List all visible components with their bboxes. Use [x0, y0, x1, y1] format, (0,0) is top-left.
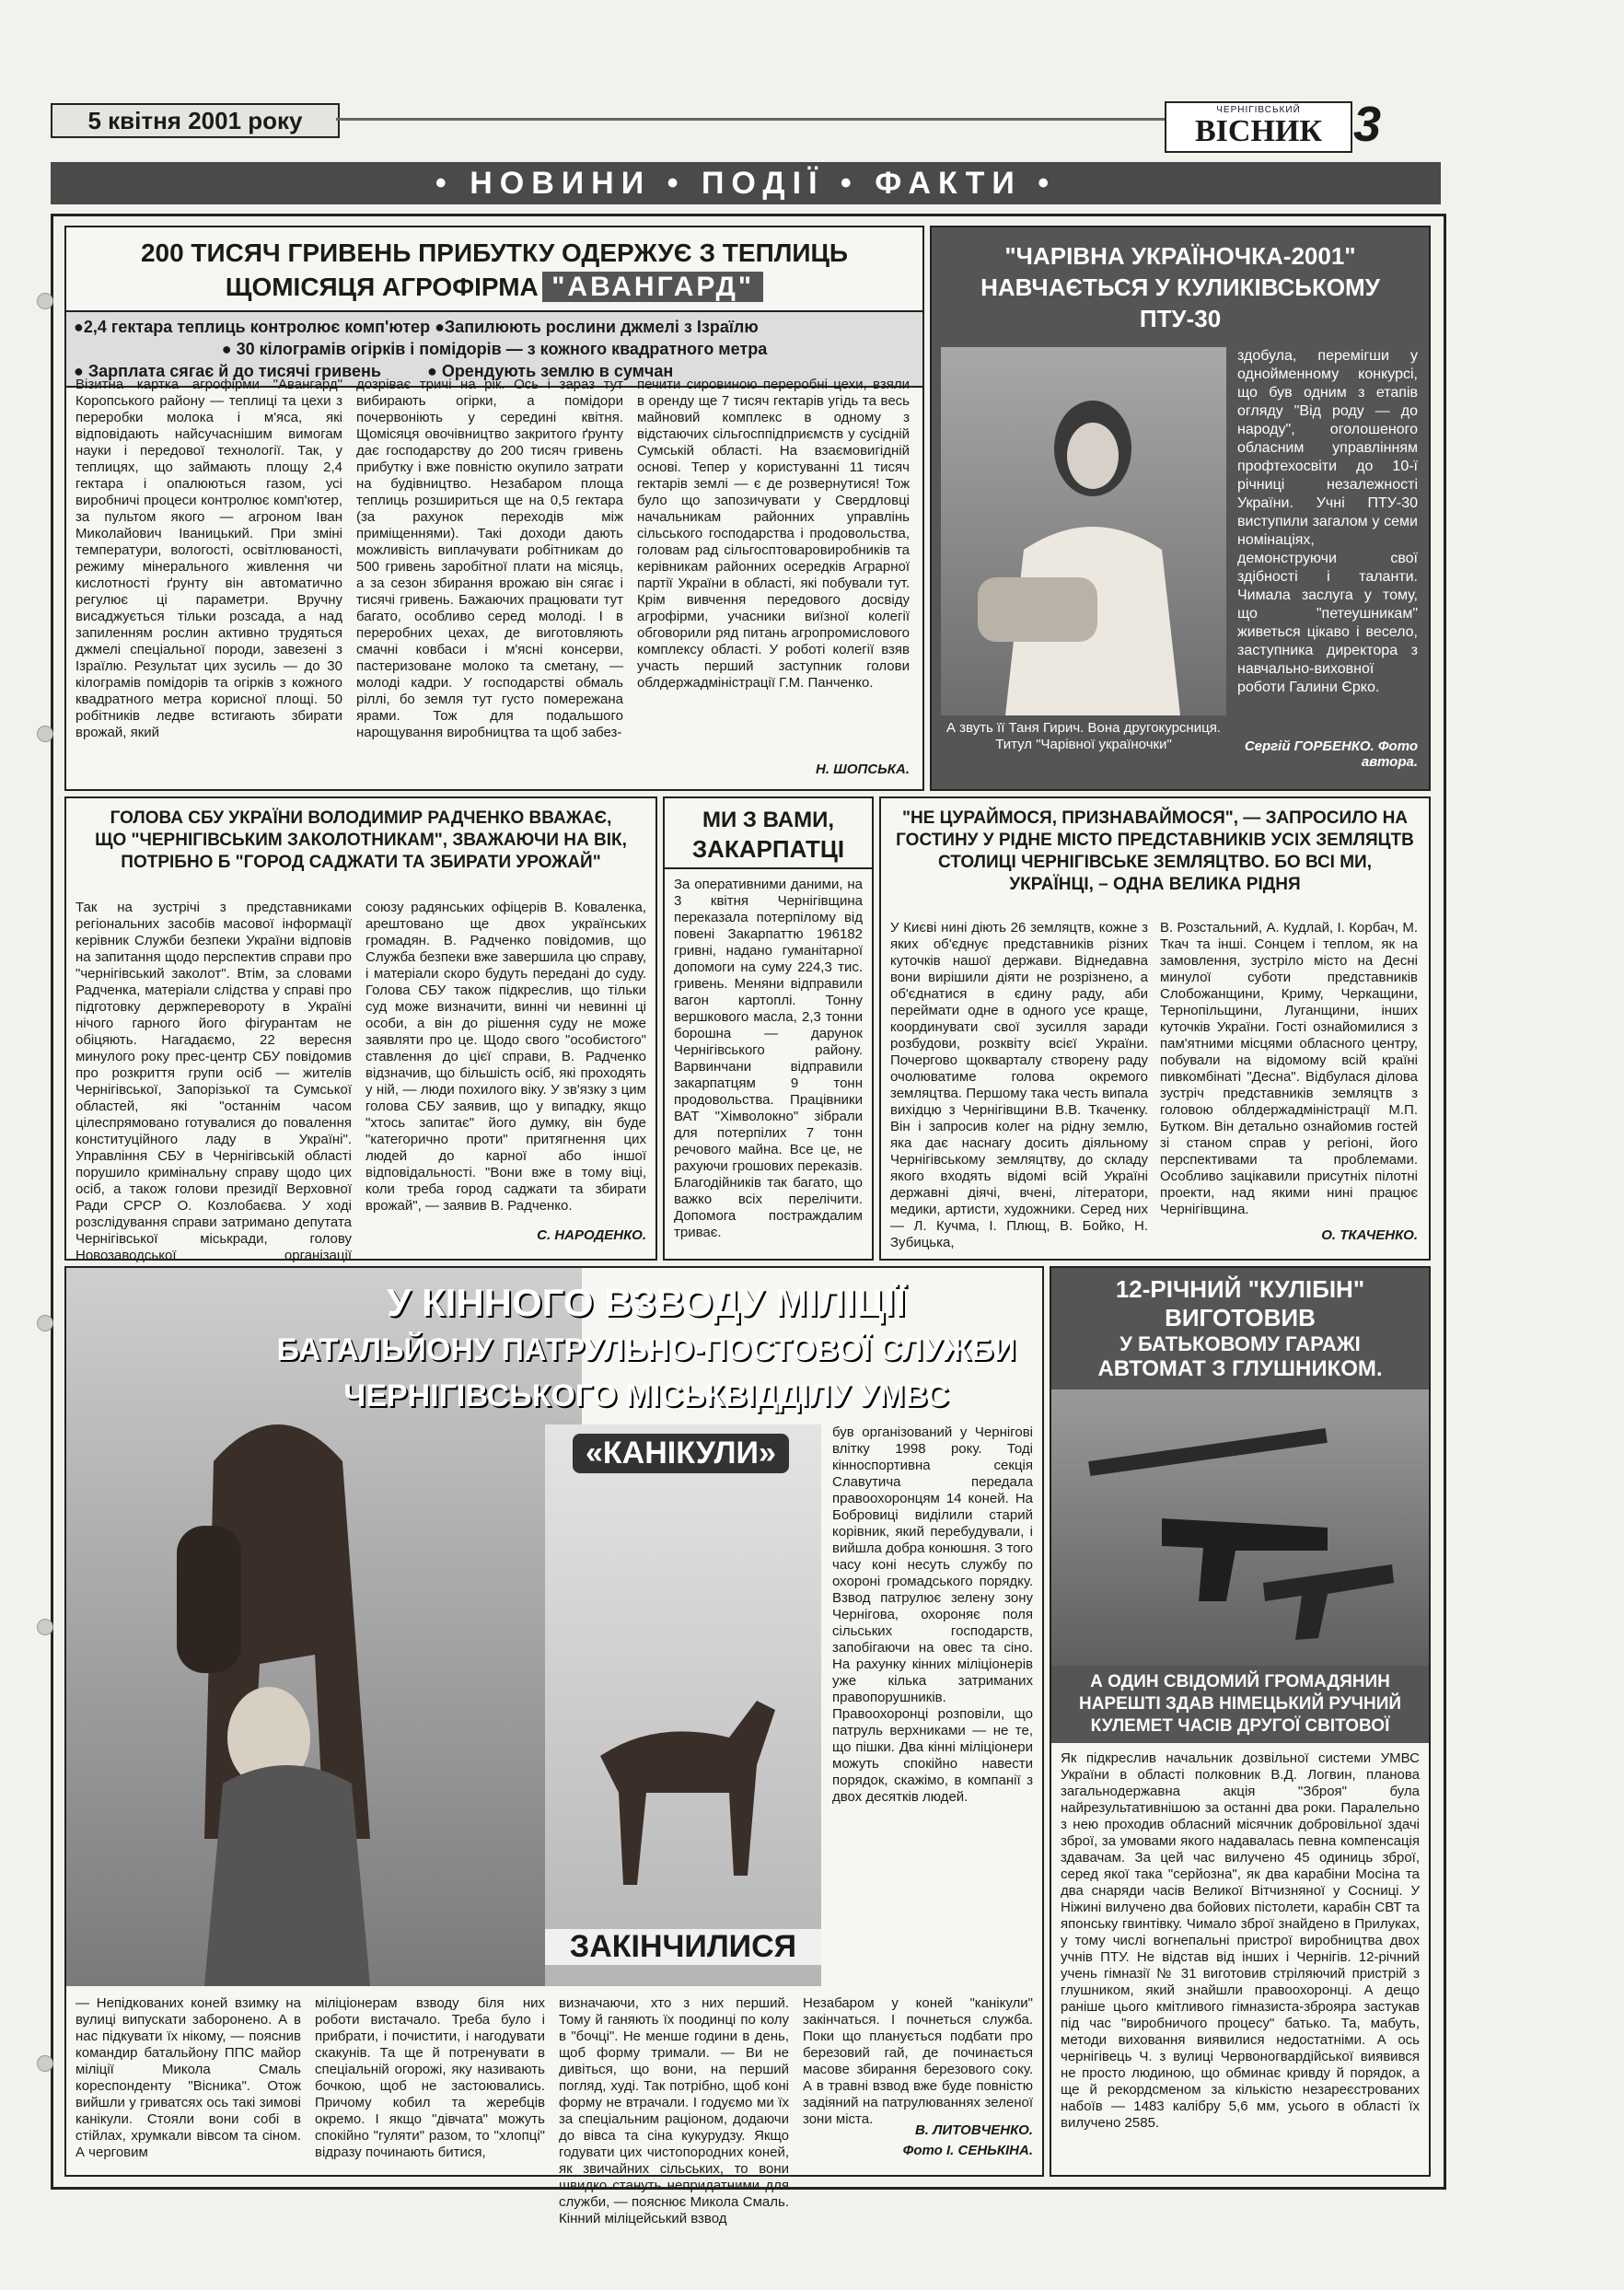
article-ukrainochka — [930, 226, 1431, 791]
horses-col4: Незабаром у коней "канікули" закінчаться. І почнеться служба. Поки що планується подбати про березовий гай, де починається масове збирання березового соку. А в травні взвод вже буде повністю задіяний на патрулюваннях зеленої зони міста. — [803, 1995, 1033, 2127]
article-zemliatstvo — [879, 796, 1431, 1261]
young-horse-photo — [545, 1424, 821, 1986]
section-banner: • НОВИНИ • ПОДІЇ • ФАКТИ • — [51, 162, 1441, 204]
horses-title-line3: ЧЕРНІГІВСЬКОГО МІСЬКВІДДІЛУ УМВС — [343, 1378, 949, 1413]
kulibin-header — [1051, 1268, 1429, 1389]
weapons-photo — [1051, 1389, 1429, 1666]
zakarpattia-title-line2: ЗАКАРПАТЦІ — [665, 835, 872, 869]
ukrainochka-title: "ЧАРІВНА УКРАЇНОЧКА-2001" НАВЧАЄТЬСЯ У КУЛИКІВСЬКОМУ ПТУ-30 — [980, 242, 1380, 332]
punch-hole — [37, 1619, 53, 1635]
horses-title-line2: БАТАЛЬЙОНУ ПАТРУЛЬНО-ПОСТОВОЇ СЛУЖБИ — [276, 1332, 1016, 1367]
sbu-author: С. НАРОДЕНКО. — [537, 1227, 646, 1243]
highlight: ● Зарплата сягає й до тисячі гривень ● Орендують землю в сумчан — [74, 362, 674, 380]
zemliatstvo-col1: У Києві нині діють 26 земляцтв, кожне з яких об'єднує представників різних куточків нашої держави. Віднедавна вони вирішили діяти не розрізнено, а об'єднатися в єдину раду, аби переймати одне в одного усе краще, координувати свої зусилля заради розбудови, розквіту всієї України. Почергово щокварталу створену раду очолюватиме голова окремого земляцтва. Першому така честь випала вихідцю з Чернігівщини В.В. Ткаченку. Він і запросив колег на рідну землю, яка дає наснагу досить діяльному Чернігівському земляцтву, до складу якого входять відомі всій Україні державні діячі, вчені, літератори, медики, артисти, художники. Серед них — Л. Кучма, І. Плющ, В. Бойко, Н. Зубицька, — [890, 920, 1148, 1250]
zemliatstvo-col2: В. Розстальний, А. Кудлай, І. Корбач, М. Ткач та інші. Сонцем і теплом, як на замовлення, зустріло місто на Десні минулої суботи представників Слобожанщини, Криму, Черкащини, Тернопільщини, Луганщини, інших куточків України. Гості ознайомилися з пам'ятними місцями обласного центру, побували на відомому всій країні пивкомбінаті "Десна". Відбулася ділова зустріч представників земляцтв з головою облдержадміністрації М.П. Бутком. Він детально ознайомив гостей зі станом справ у регіоні, його перспективами та проблемами. Особливо зацікавили присутніх пілотні проекти, над якими нині працює Чернігівщина. — [1160, 920, 1418, 1217]
kulibin-subtitle: А ОДИН СВІДОМИЙ ГРОМАДЯНИН НАРЕШТІ ЗДАВ НІМЕЦЬКИЙ РУЧНИЙ КУЛЕМЕТ ЧАСІВ ДРУГОЇ СВІТОВОЇ — [1051, 1666, 1429, 1743]
zakarpattia-title-line1: МИ З ВАМИ, — [702, 808, 834, 832]
horses-title-end: ЗАКІНЧИЛИСЯ — [545, 1929, 821, 1965]
ukrainochka-photo — [941, 347, 1226, 715]
kulibin-title-line1: 12-РІЧНИЙ "КУЛІБІН" — [1115, 1275, 1365, 1303]
article-kulibin — [1050, 1266, 1431, 2177]
sbu-col1: Так на зустрічі з представниками регіональних засобів масової інформації керівник Служби безпеки України відповів на запитання щодо перспектив справи про "чернігівський заколот". Втім, за словами Радченка, матеріали слідства у справі про підготовку держперевороту в Україні нічого гарного його фігурантам не обіцяють. Нагадаємо, 22 вересня минулого року прес-центр СБУ повідомив про розкриття групи осіб — жителів Чернігівської, Запорізької та Сумської областей, які "останнім часом цілеспрямовано готувалися до повалення конституційного ладу в Україні". Управління СБУ в Чернігівській області порушило кримінальну справу щодо цих осіб, а також голови президії Верховної Ради СРСР О. Козлобаєва. У ході розслідування справи затримано депутата Чернігівської міськради, голову Новозаводської організації — [75, 900, 352, 1263]
sbu-col2: союзу радянських офіцерів В. Коваленка, арештовано ще двох українських громадян. В. Радченко повідомив, що Служба безпеки вже завершила цю справу, і матеріали скоро будуть передані до суду. Голова СБУ також підкреслив, що тільки суд може визначити, винні чи невинні ці особи, а він до рішення суду не може заявляти про це. Щодо свого "особистого" ставлення до цієї справи, В. Радченко відзначив, що більшість осіб, які проходять у ній, — люди похилого віку. У зв'язку з цим голова СБУ заявив, що у випадку, якщо "хтось запитає" його думку, він буде "категорично проти" притягнення цих людей до карної або іншої відповідальності. "Вони вже в тому віці, коли треба город саджати та збирати врожай", — заявив В. Радченко. — [365, 900, 646, 1214]
kulibin-title-line2: ВИГОТОВИВ — [1165, 1304, 1316, 1331]
horses-col2: міліціонерам взводу біля них роботи вистачало. Треба було і прибрати, і почистити, і нагодувати скакунів. Та ще й потренувати в спеціальній огорожі, яку називають бочкою, щоб не застоювались. Причому кобил та жеребців окремо. І якщо "дівчата" можуть спокійно "гуляти" разом, то "хлопці" відразу починають битися, — [315, 1995, 545, 2160]
punch-hole — [37, 293, 53, 309]
horse-with-boy-icon — [66, 1268, 582, 1986]
avangard-title-line1: 200 ТИСЯЧ ГРИВЕНЬ ПРИБУТКУ ОДЕРЖУЄ З ТЕПЛИЦЬ — [140, 238, 849, 267]
punch-hole — [37, 1315, 53, 1331]
avangard-col2: дозріває тричі на рік. Ось і зараз тут вибирають огірки, а помідори почервоніють у середині квітня. Щомісяця овочівництво закритого ґрунту дає господарству до 200 тисяч гривень прибутку і вже повністю окупило затрати на будівництво. Незабаром площа теплиць розшириться ще на 0,5 гектара (за рахунок переходів між приміщеннями). Такі доходи дають можливість виплачувати робітникам до 500 гривень заробітної плати на місяць, а за сезон збирання врожаю він сягає і тисячі гривень. Бажаючих працювати тут багато, особливо серед молоді. І в переробних цехах, де виготовляють смачні ковбаси і м'ясні консерви, пастеризоване молоко та сметану, — молоді кадри. У господарстві обмаль ріллі, бо земля тут густо помережана ярами. Тож для подальшого нарощування виробництва та щоб забез- — [356, 377, 623, 740]
avangard-title-line2 — [66, 272, 922, 303]
highlight: ● 30 кілограмів огірків і помідорів — з кожного квадратного метра — [221, 340, 768, 358]
masthead-title: ВІСНИК — [1194, 114, 1322, 148]
ukrainochka-text: здобула, перемігши у однойменному конкурсі, що був одним з етапів огляду "Від роду — до народу", оголошеного обласним управлінням профтехосвіти до 10-ї річниці незалежності України. Учні ПТУ-30 виступили загалом у семи номінаціях, демонструючи свої здібності і таланти. Чимала заслуга у тому, що "петеушникам" живеться цікаво і весело, заступника директора з навчально-виховної роботи Галини Єрко. — [1237, 348, 1418, 695]
avangard-col3: печити сировиною переробні цехи, взяли в оренду ще 7 тисяч гектарів угідь та весь майновий комплекс в одному з відстаючих сільгосппідприємств у сусідній Сумській області. На взаємовигідній основі. Тепер у користуванні 11 тисяч гектарів землі — є де розвернутися! Тож було що запозичувати у Свердловці начальникам районних управлінь сільського господарства і продовольства, головам рад сільгосптоваровиробників та керівникам районних осередків Аграрної партії України в області, які побували тут. Крім вивчення передового досвіду агрофірми, учасники виїзної колегії обговорили ряд питань агропромислового комплексу області. У роботі колегії взяв участь перший заступник голови облдержадміністрації Г.М. Панченко. — [637, 377, 910, 691]
ukrainochka-caption: А звуть її Таня Гирич. Вона другокурсниця. Титул "Чарівної україночки" — [946, 720, 1221, 752]
zakarpattia-text: За оперативними даними, на 3 квітня Чернігівщина переказала потерпілому від повені Закарпаттю 196182 гривні, надано гуманітарної допомоги на суму 224,3 тис. гривень. Меняни відправили вагон картоплі. Тонну вершкового масла, 2,3 тонни борошна — дарунок Чернігівського району. Варвинчани відправили закарпатцям 9 тонн продовольства. Працівники ВАТ "Хімволокно" зібрали для потерпілих 7 тонн речового майна. Все це, не рахуючи грошових переказів. Благодійників так багато, що важко всіх перелічити. Допомога постраждалим триває. — [674, 877, 863, 1240]
avangard-author: Н. ШОПСЬКА. — [816, 761, 910, 777]
horses-col1: — Непідкованих коней взимку на вулиці випускати заборонено. А в нас підкувати їх нікому, — пояснив командир батальйону ППС майор міліції Микола Смаль кореспонденту "Вісника". Отож вийшли у гриватсях ось такі зимові канікули. Стояли вони собі в стійлах, хрумкали вівсом та сіном. А черговим — [75, 1995, 301, 2160]
kulibin-text: Як підкреслив начальник дозвільної системи УМВС України в області полковник В.Д. Логвин, планова загальнодержавна акція "Зброя" була найрезультативнішою за останні два роки. Паралельно з нею проходив обласний місячник добровільної здачі зброї, за умовами якого надавалась певна компенсація здавачам. За цей час вилучено 45 одиниць зброї, серед якої така "серйозна", як два карабіни Мосіна та два снаряди часів Великої Вітчизняної у Сосниці. У Ніжині вилучено два бойових пістолети, карабін СВТ та японську гвинтівку. Чимало зброї знайдено в Прилуках, у тому числі вогнепальні пристрої виробництва двох учнів ПТУ. Не відстав від інших і Чернігів. 12-річний учень гімназії № 31 виготовив стріляючий пристрій з глушником, який знайшли правоохоронці. А дещо раніше цього кмітливого гімназиста-зброяра застукав під час "виробничого процесу" батько. Та, мабуть, методи виховання виявилися недостатніми. А ось чернігівець Ч. з вулиці Червоногвардійської виявився не просто людиною, що обминає кривду й порядок, а ще й рекордсменом за кількістю незареєстрованих набоїв — 1483 калібру 5,6 мм, усього в області їх вилучено 2585. — [1061, 1750, 1420, 2131]
horses-title-name: «КАНІКУЛИ» — [573, 1434, 789, 1473]
horses-author: В. ЛИТОВЧЕНКО. — [914, 2122, 1033, 2138]
sbu-title: ГОЛОВА СБУ УКРАЇНИ ВОЛОДИМИР РАДЧЕНКО ВВАЖАЄ, ЩО "ЧЕРНІГІВСЬКИМ ЗАКОЛОТНИКАМ", ЗВАЖАЮЧИ НА ВІК, ПОТРІБНО Б "ГОРОД САДЖАТИ ТА ЗБИРАТИ УРОЖАЙ" — [95, 808, 627, 872]
avangard-title-name: "АВАНГАРД" — [542, 272, 763, 302]
pistols-icon — [1051, 1389, 1429, 1666]
masthead-logo — [1165, 101, 1352, 153]
punch-hole — [37, 2055, 53, 2072]
punch-hole — [37, 726, 53, 742]
horses-col3: визначаючи, хто з них перший. Тому й ганяють їх поодинці по колу в "бочці". Не менше години в день, щоб форму тримали. — Ви не дивіться, що вони, на перший погляд, худі. Так потрібно, щоб коні форму не втрачали. І годуємо ми їх за спеціальним раціоном, додаючи до вівса та сіна кукурудзу. Якщо годувати цих чистопородних коней, як звичайних сільських, то вони швидко стануть непридатними для служби, — пояснює Микола Смаль. Кінний міліцейський взвод — [559, 1995, 789, 2226]
horses-photo-credit: Фото І. СЕНЬКІНА. — [902, 2143, 1033, 2158]
article-avangard — [64, 226, 924, 791]
issue-date: 5 квітня 2001 року — [51, 103, 340, 138]
article-zakarpattia — [663, 796, 874, 1261]
highlight: ●2,4 гектара теплиць контролює комп'ютер ●Запилюють рослини джмелі з Ізраїлю — [74, 318, 759, 336]
zemliatstvo-title: "НЕ ЦУРАЙМОСЯ, ПРИЗНАВАЙМОСЯ", — ЗАПРОСИЛО НА ГОСТИНУ У РІДНЕ МІСТО ПРЕДСТАВНИКІВ УСІХ ЗЕМЛЯЦТВ СТОЛИЦІ ЧЕРНІГІВСЬКЕ ЗЕМЛЯЦТВО. БО ВСІ МИ, УКРАЇНЦІ, – ОДНА ВЕЛИКА РІДНЯ — [896, 808, 1414, 894]
ukrainochka-author: Сергій ГОРБЕНКО. Фото автора. — [1244, 738, 1418, 770]
horse-photo — [66, 1268, 582, 1986]
zemliatstvo-author: О. ТКАЧЕНКО. — [1321, 1227, 1418, 1243]
horses-side-text: був організований у Чернігові влітку 1998 року. Тоді кінноспортивна секція Славутича передала правоохоронцям 14 коней. На Бобровиці виділили старий корівник, який перебудували, і вийшла добра конюшня. З того часу коні несуть службу по охороні громадського порядку. Взвод патрулює зелену зону Чернігова, охороняє поля сільських господарств, запобігаючи на овес та сіно. На рахунку кінних міліціонерів уже кілька затриманих правопорушників. Правоохоронці розповіли, що патруль верхниками — не те, що пішки. Два кінні міліціонери можуть спокійно навести порядок, скажімо, в компанії з двох десятків людей. — [832, 1424, 1033, 1805]
foal-icon — [545, 1609, 821, 1977]
girl-photo-icon — [941, 347, 1226, 715]
article-horses — [64, 1266, 1044, 2226]
horses-title-line1: У КІННОГО ВЗВОДУ МІЛІЦІЇ — [387, 1281, 906, 1324]
kulibin-title-line3: У БАТЬКОВОМУ ГАРАЖІ — [1119, 1332, 1361, 1355]
page-number: 3 — [1353, 97, 1382, 152]
masthead-small: ЧЕРНІГІВСЬКИЙ — [1216, 105, 1301, 115]
header-rule — [336, 118, 1165, 121]
article-sbu — [64, 796, 657, 1261]
avangard-col1: Візитна картка агрофірми "Авангард" Коропського району — теплиці та цехи з переробки молока і м'яса, які відповідають найсучаснішим вимогам науки і передової технології. Так, у теплицях, що займають площу 2,4 гектара і опалюються газом, усі виробничі процеси контролює комп'ютер, за пультом якого — агроном Іван Миколайович Іваницький. При зміні температури, вологості, освітлюваності, режиму мінерального живлення чи кислотності ґрунту він автоматично регулює ці параметри. Вручну висаджується тільки розсада, а над запиленням рослин активно трудяться джмелі спеціальної породи, завезені з Ізраїлю. Результат цих зусиль — до 30 кілограмів помідорів та огірків з кожного квадратного метра корисної площі. 50 робітників ледве встигають збирати врожай, який — [75, 377, 342, 740]
avangard-title-text: ЩОМІСЯЦЯ АГРОФІРМА — [225, 273, 539, 301]
kulibin-title-line4: АВТОМАТ З ГЛУШНИКОМ. — [1097, 1356, 1383, 1381]
